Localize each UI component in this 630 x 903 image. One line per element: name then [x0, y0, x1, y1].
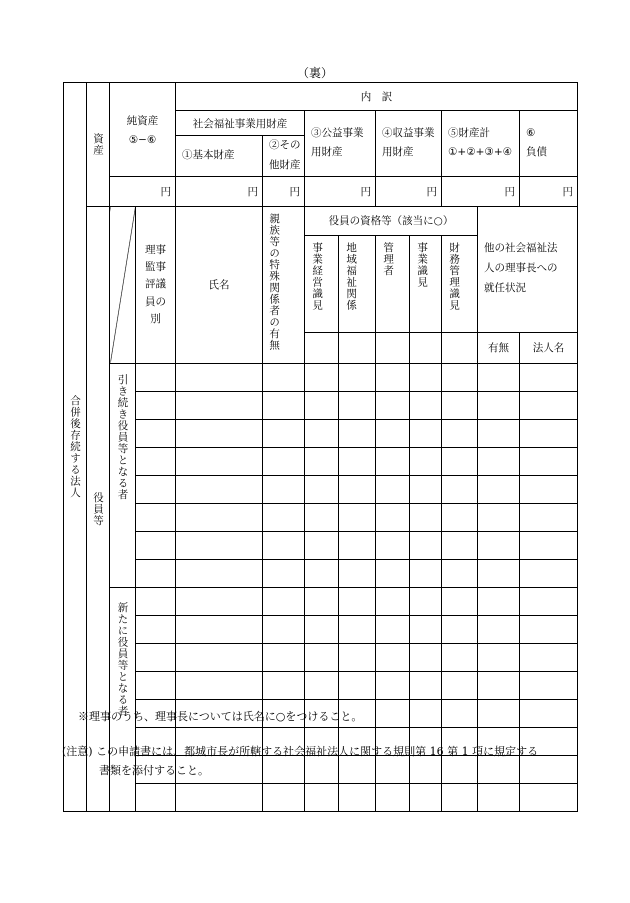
- entry-role[interactable]: [136, 475, 176, 503]
- entry-other-chair-corp-name[interactable]: [520, 587, 578, 615]
- attachment-note: [62, 742, 592, 781]
- qual-administrator: 管理者: [376, 235, 410, 332]
- entry-other-chair-presence[interactable]: [478, 363, 520, 391]
- entry-qual-business-management[interactable]: [305, 671, 339, 699]
- entry-qual-business-insight[interactable]: [410, 615, 442, 643]
- profit-assets-header: ④収益事業用財産: [376, 111, 442, 177]
- qual-cell-empty: [305, 332, 339, 363]
- entry-role[interactable]: [136, 671, 176, 699]
- entry-qual-financial-management[interactable]: [442, 391, 478, 419]
- qual-cell-empty: [442, 332, 478, 363]
- qual-business-management: 事業経営識見: [305, 235, 339, 332]
- entry-relatives[interactable]: [263, 419, 305, 447]
- entry-other-chair-presence[interactable]: [478, 447, 520, 475]
- entry-name[interactable]: [176, 615, 263, 643]
- basic-assets-yen: 円: [176, 176, 263, 206]
- entry-qual-business-management[interactable]: [305, 419, 339, 447]
- merged-corp-label: 合併後存続する法人: [69, 395, 82, 499]
- qualification-header: 役員の資格等（該当に○）: [305, 206, 478, 235]
- entry-qual-community-welfare[interactable]: [339, 783, 376, 811]
- entry-qual-administrator[interactable]: [376, 559, 410, 587]
- entry-qual-business-management[interactable]: [305, 587, 339, 615]
- qual-business-insight: 事業識見: [410, 235, 442, 332]
- entry-qual-business-insight[interactable]: [410, 643, 442, 671]
- entry-qual-financial-management[interactable]: [442, 419, 478, 447]
- name-header: 氏名: [176, 206, 263, 363]
- entry-relatives[interactable]: [263, 447, 305, 475]
- public-interest-assets-header: ③公益事業用財産: [305, 111, 376, 177]
- entry-qual-financial-management[interactable]: [442, 587, 478, 615]
- presence-header: 有無: [478, 332, 520, 363]
- attachment-note-line2: 書類を添付すること。: [99, 764, 209, 778]
- entry-qual-financial-management[interactable]: [442, 699, 478, 727]
- basic-assets-header: ①基本財産: [176, 136, 263, 177]
- entry-name[interactable]: [176, 531, 263, 559]
- entry-other-chair-presence[interactable]: [478, 699, 520, 727]
- continuing-group-cell: [110, 363, 136, 587]
- entry-qual-business-management[interactable]: [305, 783, 339, 811]
- chair-note: ※理事のうち、理事長については氏名に○をつけること。: [78, 710, 363, 723]
- entry-other-chair-corp-name[interactable]: [520, 503, 578, 531]
- entry-qual-business-management[interactable]: [305, 531, 339, 559]
- entry-qual-administrator[interactable]: [376, 503, 410, 531]
- entry-role[interactable]: [136, 503, 176, 531]
- page-side-label: （裏）: [296, 66, 333, 80]
- entry-qual-business-management[interactable]: [305, 447, 339, 475]
- entry-qual-business-management[interactable]: [305, 643, 339, 671]
- entry-qual-financial-management[interactable]: [442, 363, 478, 391]
- entry-name[interactable]: [176, 643, 263, 671]
- entry-name[interactable]: [176, 363, 263, 391]
- entry-qual-financial-management[interactable]: [442, 671, 478, 699]
- entry-qual-administrator[interactable]: [376, 391, 410, 419]
- entry-relatives[interactable]: [263, 671, 305, 699]
- net-assets-label: 純資産: [126, 114, 159, 127]
- entry-role[interactable]: [136, 531, 176, 559]
- attachment-note-line1: この申請書には、都城市長が所轄する社会福祉法人に関する規則第 16 第 1 項に規定する: [96, 745, 539, 758]
- entry-relatives[interactable]: [263, 475, 305, 503]
- entry-qual-business-insight[interactable]: [410, 671, 442, 699]
- entry-qual-administrator[interactable]: [376, 671, 410, 699]
- entry-relatives[interactable]: [263, 559, 305, 587]
- entry-qual-community-welfare[interactable]: [339, 391, 376, 419]
- entry-other-chair-corp-name[interactable]: [520, 559, 578, 587]
- entry-qual-financial-management[interactable]: [442, 503, 478, 531]
- entry-other-chair-presence[interactable]: [478, 671, 520, 699]
- entry-name[interactable]: [176, 503, 263, 531]
- entry-role[interactable]: [136, 615, 176, 643]
- entry-relatives[interactable]: [263, 391, 305, 419]
- other-chair-header: 他の社会福祉法 人の理事長への 就任状況: [478, 206, 578, 332]
- entry-qual-business-insight[interactable]: [410, 559, 442, 587]
- net-assets-formula: ⑤−⑥: [128, 133, 157, 146]
- public-interest-assets-yen: 円: [305, 176, 376, 206]
- entry-relatives[interactable]: [263, 643, 305, 671]
- entry-qual-business-management[interactable]: [305, 475, 339, 503]
- entry-qual-business-management[interactable]: [305, 391, 339, 419]
- entry-other-chair-presence[interactable]: [478, 391, 520, 419]
- entry-qual-business-management[interactable]: [305, 363, 339, 391]
- new-group-label: 新たに役員等となる者: [116, 601, 129, 717]
- qual-cell-empty: [339, 332, 376, 363]
- continuing-group-label: 引き続き役員等となる者: [116, 373, 129, 501]
- qual-cell-empty: [376, 332, 410, 363]
- entry-other-chair-presence[interactable]: [478, 783, 520, 811]
- entry-other-chair-presence[interactable]: [478, 531, 520, 559]
- entry-other-chair-presence[interactable]: [478, 587, 520, 615]
- entry-other-chair-corp-name[interactable]: [520, 363, 578, 391]
- entry-other-chair-corp-name[interactable]: [520, 391, 578, 419]
- entry-qual-business-insight[interactable]: [410, 783, 442, 811]
- qual-community-welfare: 地域福祉関係: [339, 235, 376, 332]
- entry-qual-administrator[interactable]: [376, 363, 410, 391]
- other-assets-header: ②その他財産: [263, 136, 305, 177]
- total-assets-yen: 円: [442, 176, 520, 206]
- entry-other-chair-corp-name[interactable]: [520, 643, 578, 671]
- entry-qual-business-insight[interactable]: [410, 419, 442, 447]
- entry-qual-community-welfare[interactable]: [339, 671, 376, 699]
- entry-qual-community-welfare[interactable]: [339, 643, 376, 671]
- entry-other-chair-presence[interactable]: [478, 643, 520, 671]
- total-assets-formula: ①+②+③+④: [448, 146, 513, 159]
- entry-qual-administrator[interactable]: [376, 783, 410, 811]
- entry-qual-administrator[interactable]: [376, 531, 410, 559]
- entry-other-chair-presence[interactable]: [478, 615, 520, 643]
- officers-section-label: 役員等: [92, 491, 105, 527]
- qual-financial-management: 財務管理識見: [442, 235, 478, 332]
- entry-relatives[interactable]: [263, 783, 305, 811]
- entry-qual-business-insight[interactable]: [410, 503, 442, 531]
- total-assets-header: [442, 111, 520, 177]
- entry-name[interactable]: [176, 783, 263, 811]
- entry-qual-community-welfare[interactable]: [339, 615, 376, 643]
- entry-qual-community-welfare[interactable]: [339, 531, 376, 559]
- entry-other-chair-corp-name[interactable]: [520, 699, 578, 727]
- entry-name[interactable]: [176, 391, 263, 419]
- entry-other-chair-presence[interactable]: [478, 559, 520, 587]
- entry-name[interactable]: [176, 671, 263, 699]
- attachment-note-prefix: (注意): [62, 745, 93, 758]
- entry-relatives[interactable]: [263, 615, 305, 643]
- merged-corp-cell: [64, 83, 87, 812]
- entry-qual-administrator[interactable]: [376, 643, 410, 671]
- entry-qual-business-insight[interactable]: [410, 531, 442, 559]
- entry-qual-administrator[interactable]: [376, 447, 410, 475]
- entry-role[interactable]: [136, 783, 176, 811]
- entry-qual-community-welfare[interactable]: [339, 363, 376, 391]
- entry-qual-business-insight[interactable]: [410, 391, 442, 419]
- entry-other-chair-corp-name[interactable]: [520, 671, 578, 699]
- entry-qual-financial-management[interactable]: [442, 475, 478, 503]
- entry-other-chair-corp-name[interactable]: [520, 419, 578, 447]
- entry-qual-financial-management[interactable]: [442, 615, 478, 643]
- liabilities-yen: 円: [520, 176, 578, 206]
- liabilities-number: ⑥: [526, 126, 536, 139]
- assets-section-cell: [87, 83, 110, 207]
- profit-assets-yen: 円: [376, 176, 442, 206]
- entry-other-chair-corp-name[interactable]: [520, 447, 578, 475]
- relatives-header: 親族等の特殊関係者の有無: [263, 206, 305, 363]
- entry-qual-administrator[interactable]: [376, 699, 410, 727]
- diagonal-corner-cell: [110, 206, 136, 363]
- entry-qual-community-welfare[interactable]: [339, 587, 376, 615]
- entry-qual-business-management[interactable]: [305, 503, 339, 531]
- entry-role[interactable]: [136, 363, 176, 391]
- entry-other-chair-corp-name[interactable]: [520, 783, 578, 811]
- entry-role[interactable]: [136, 391, 176, 419]
- entry-other-chair-corp-name[interactable]: [520, 531, 578, 559]
- entry-relatives[interactable]: [263, 503, 305, 531]
- entry-qual-business-insight[interactable]: [410, 363, 442, 391]
- entry-qual-administrator[interactable]: [376, 419, 410, 447]
- entry-qual-financial-management[interactable]: [442, 643, 478, 671]
- entry-qual-business-management[interactable]: [305, 615, 339, 643]
- entry-qual-business-insight[interactable]: [410, 475, 442, 503]
- entry-qual-community-welfare[interactable]: [339, 559, 376, 587]
- entry-qual-financial-management[interactable]: [442, 783, 478, 811]
- entry-other-chair-presence[interactable]: [478, 475, 520, 503]
- entry-role[interactable]: [136, 587, 176, 615]
- entry-name[interactable]: [176, 559, 263, 587]
- net-assets-header: [110, 83, 176, 177]
- entry-role[interactable]: [136, 643, 176, 671]
- entry-name[interactable]: [176, 447, 263, 475]
- entry-relatives[interactable]: [263, 363, 305, 391]
- entry-name[interactable]: [176, 419, 263, 447]
- merger-form-table: [63, 82, 578, 812]
- entry-qual-administrator[interactable]: [376, 587, 410, 615]
- entry-role[interactable]: [136, 447, 176, 475]
- entry-qual-business-insight[interactable]: [410, 447, 442, 475]
- entry-qual-financial-management[interactable]: [442, 531, 478, 559]
- entry-qual-community-welfare[interactable]: [339, 475, 376, 503]
- entry-qual-business-management[interactable]: [305, 559, 339, 587]
- entry-qual-financial-management[interactable]: [442, 447, 478, 475]
- total-assets-label: ⑤財産計: [448, 126, 490, 139]
- breakdown-header: 内 訳: [176, 83, 578, 111]
- entry-qual-community-welfare[interactable]: [339, 447, 376, 475]
- entry-other-chair-presence[interactable]: [478, 503, 520, 531]
- entry-name[interactable]: [176, 587, 263, 615]
- entry-qual-financial-management[interactable]: [442, 559, 478, 587]
- entry-qual-community-welfare[interactable]: [339, 419, 376, 447]
- entry-qual-administrator[interactable]: [376, 615, 410, 643]
- entry-role[interactable]: [136, 559, 176, 587]
- social-welfare-assets-header: 社会福祉事業用財産: [176, 111, 305, 136]
- net-assets-yen: 円: [110, 176, 176, 206]
- liabilities-header: [520, 111, 578, 177]
- assets-section-label: 資産: [92, 132, 105, 156]
- entry-qual-business-insight[interactable]: [410, 699, 442, 727]
- entry-other-chair-corp-name[interactable]: [520, 475, 578, 503]
- entry-other-chair-corp-name[interactable]: [520, 615, 578, 643]
- role-label-cell: 理事 監事 評議 員の 別: [136, 206, 176, 363]
- corp-name-header: 法人名: [520, 332, 578, 363]
- entry-role[interactable]: [136, 419, 176, 447]
- entry-name[interactable]: [176, 475, 263, 503]
- entry-other-chair-presence[interactable]: [478, 419, 520, 447]
- entry-qual-business-insight[interactable]: [410, 587, 442, 615]
- other-assets-yen: 円: [263, 176, 305, 206]
- entry-qual-administrator[interactable]: [376, 475, 410, 503]
- entry-qual-community-welfare[interactable]: [339, 503, 376, 531]
- entry-relatives[interactable]: [263, 531, 305, 559]
- entry-relatives[interactable]: [263, 587, 305, 615]
- liabilities-label: 負債: [526, 146, 547, 159]
- qual-cell-empty: [410, 332, 442, 363]
